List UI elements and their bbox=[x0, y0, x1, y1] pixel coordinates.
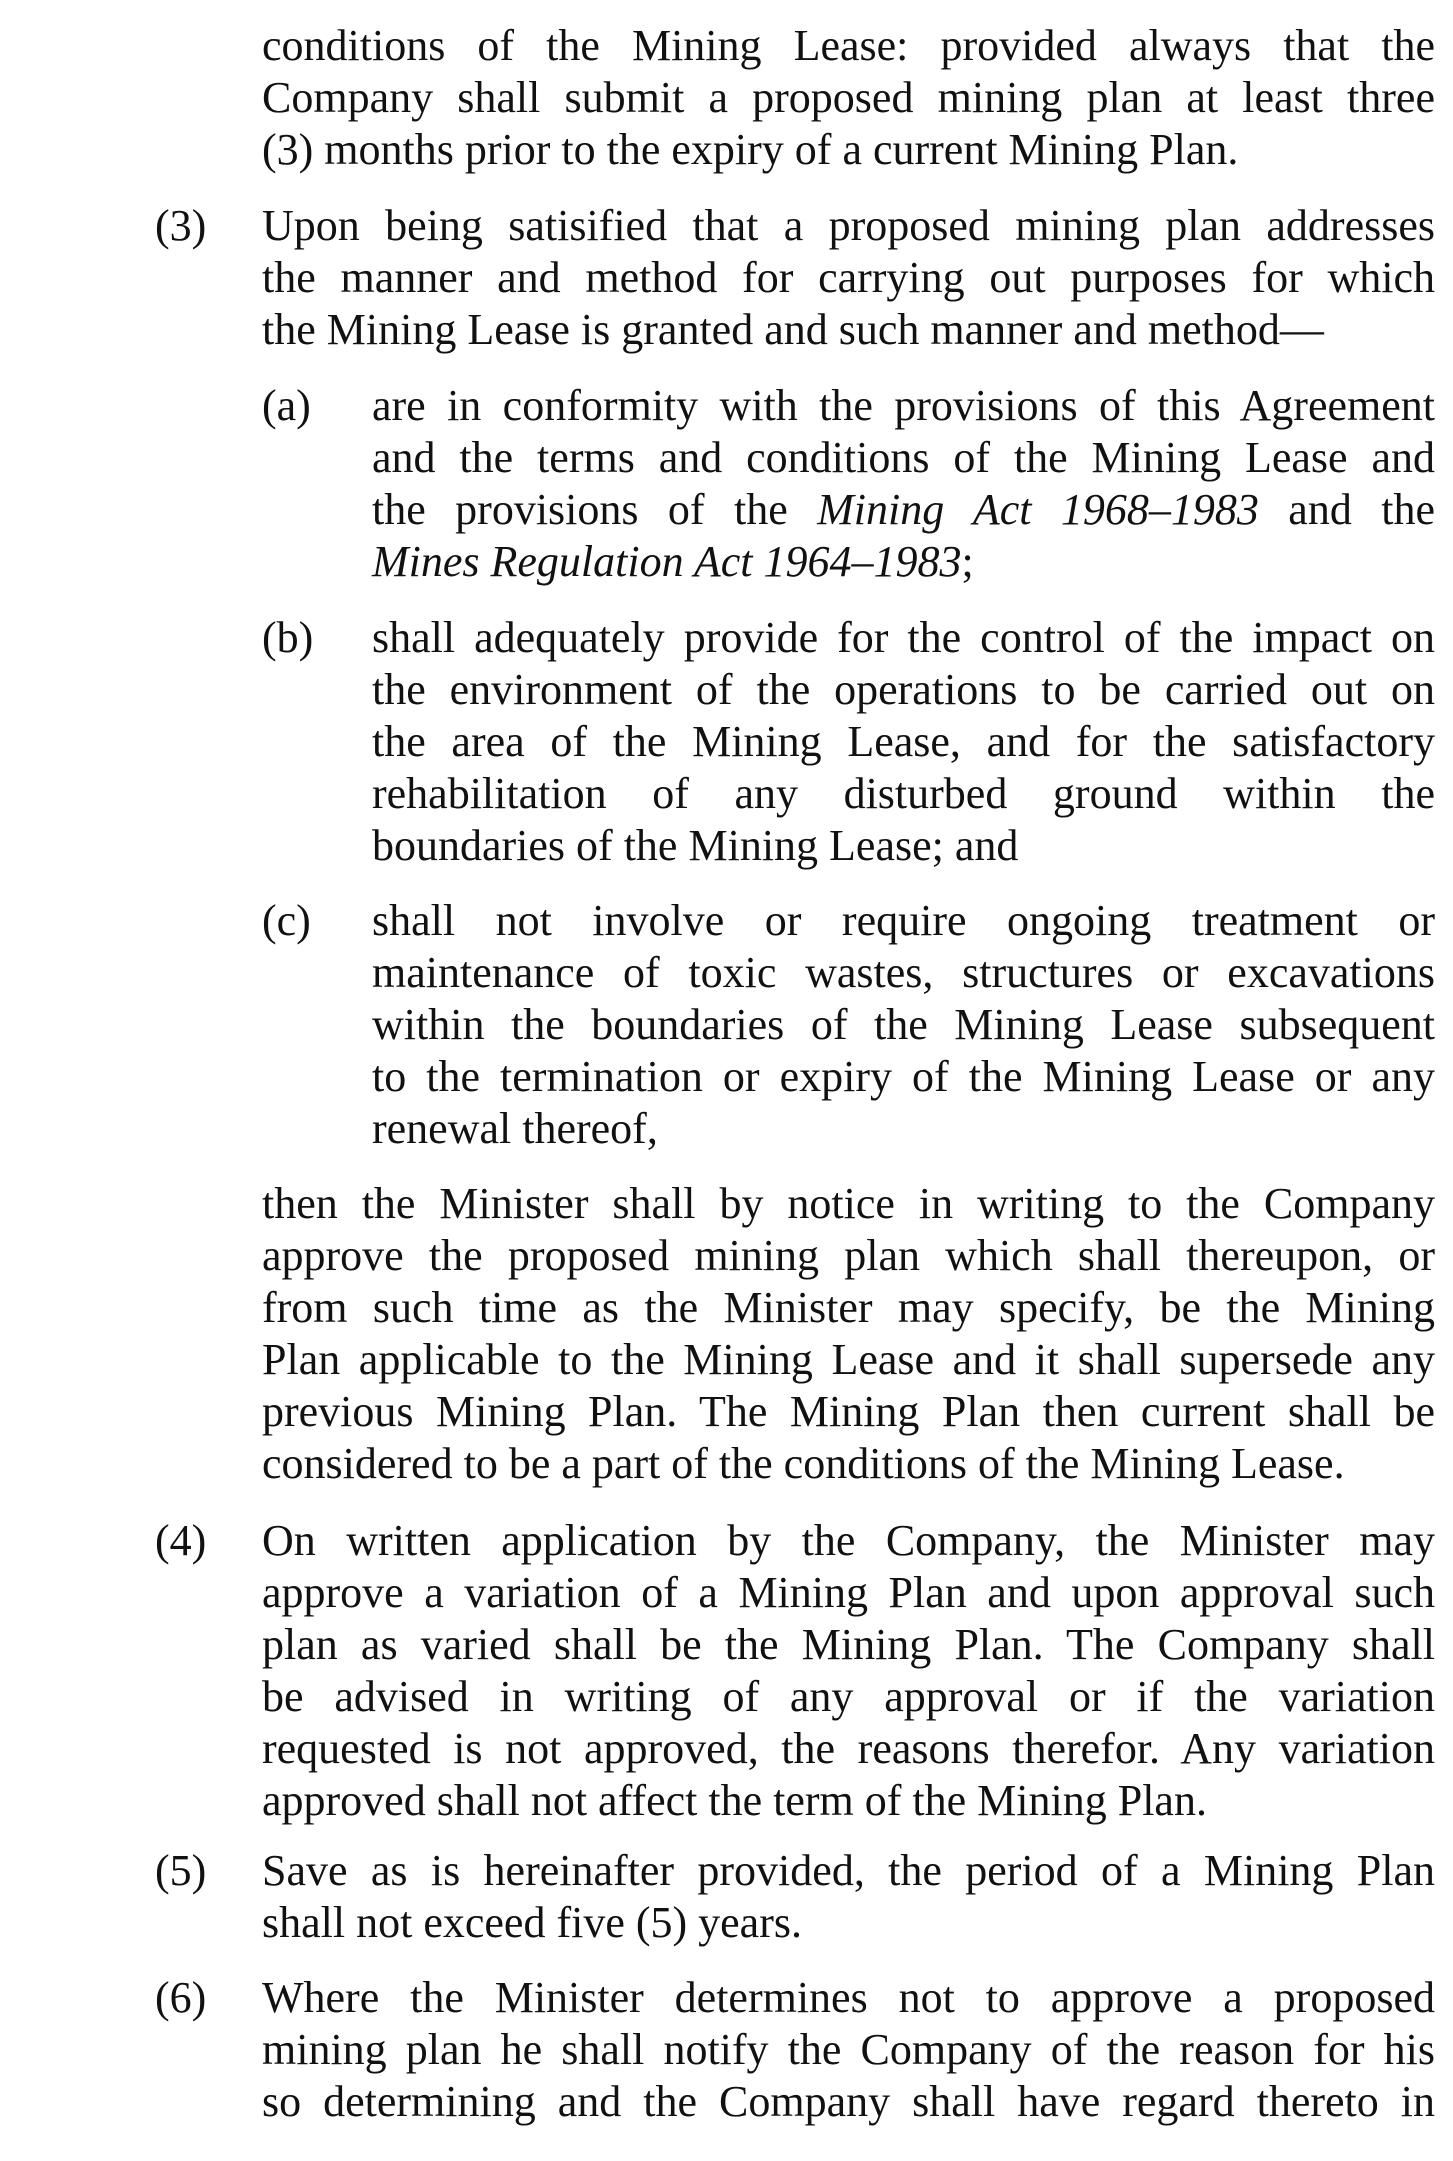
clause-5-number: (5) bbox=[155, 1846, 207, 1895]
text-line: shall adequately provide for the control of the impact on bbox=[372, 613, 1435, 662]
subclause-b-paragraph bbox=[372, 612, 1435, 872]
text-line: to the termination or expiry of the Mining Lease or any bbox=[372, 1052, 1435, 1101]
text-line: the area of the Mining Lease, and for the satisfactory bbox=[372, 717, 1435, 766]
text-fragment: and the bbox=[1288, 485, 1435, 534]
text-line: Plan applicable to the Mining Lease and it shall supersede any bbox=[262, 1335, 1435, 1384]
clause-3-paragraph bbox=[262, 200, 1435, 356]
text-line: Company shall submit a proposed mining plan at least three bbox=[262, 73, 1435, 122]
subclause-a-label: (a) bbox=[262, 381, 311, 430]
text-line: the environment of the operations to be carried out on bbox=[372, 665, 1435, 714]
text-line bbox=[372, 536, 1435, 588]
text-line: approve a variation of a Mining Plan and upon approval such bbox=[262, 1568, 1435, 1617]
text-line: rehabilitation of any disturbed ground within the bbox=[372, 769, 1435, 818]
text-line: Where the Minister determines not to approve a proposed bbox=[262, 1973, 1435, 2022]
clause-4-number: (4) bbox=[155, 1516, 207, 1565]
act-title-mines-regulation-act: Mines Regulation Act 1964–1983 bbox=[372, 537, 962, 586]
text-line: and the terms and conditions of the Mining Lease and bbox=[372, 433, 1435, 482]
text-line: maintenance of toxic wastes, structures or excavations bbox=[372, 948, 1435, 997]
text-line: approved shall not affect the term of the Mining Plan. bbox=[262, 1776, 1207, 1825]
text-line: Save as is hereinafter provided, the period of a Mining Plan bbox=[262, 1846, 1435, 1895]
text-line: shall not exceed five (5) years. bbox=[262, 1898, 802, 1947]
text-line: are in conformity with the provisions of this Agreement bbox=[372, 381, 1435, 430]
clause-3-number: (3) bbox=[155, 201, 207, 250]
text-line bbox=[372, 484, 1435, 536]
text-line: approve the proposed mining plan which shall thereupon, or bbox=[262, 1231, 1435, 1280]
text-line: Upon being satisified that a proposed mining plan addresses bbox=[262, 201, 1435, 250]
text-line: from such time as the Minister may specify, be the Mining bbox=[262, 1283, 1435, 1332]
text-line: mining plan he shall notify the Company of the reason for his bbox=[262, 2025, 1435, 2074]
text-line: On written application by the Company, the Minister may bbox=[262, 1516, 1435, 1565]
clause-5-paragraph bbox=[262, 1845, 1435, 1949]
text-fragment: ; bbox=[961, 537, 974, 586]
subclause-c-paragraph bbox=[372, 895, 1435, 1155]
clause-6-number: (6) bbox=[155, 1973, 207, 2022]
text-line: so determining and the Company shall have regard thereto in bbox=[262, 2077, 1435, 2126]
clause-6-paragraph bbox=[262, 1972, 1435, 2128]
text-line: within the boundaries of the Mining Lease subsequent bbox=[372, 1000, 1435, 1049]
text-line: (3) months prior to the expiry of a current Mining Plan. bbox=[262, 125, 1239, 174]
subclause-c-label: (c) bbox=[262, 896, 311, 945]
text-line: be advised in writing of any approval or if the variation bbox=[262, 1672, 1435, 1721]
text-line: then the Minister shall by notice in writing to the Company bbox=[262, 1179, 1435, 1228]
text-line: boundaries of the Mining Lease; and bbox=[372, 821, 1019, 870]
text-line: renewal thereof, bbox=[372, 1104, 658, 1153]
text-line: conditions of the Mining Lease: provided always that the bbox=[262, 21, 1435, 70]
subclause-a-paragraph bbox=[372, 380, 1435, 588]
clause-4-paragraph bbox=[262, 1515, 1435, 1827]
text-line: previous Mining Plan. The Mining Plan then current shall be bbox=[262, 1387, 1435, 1436]
text-line: the manner and method for carrying out purposes for which bbox=[262, 253, 1435, 302]
clause-3-conclusion bbox=[262, 1178, 1435, 1490]
text-fragment: the provisions of the bbox=[372, 485, 788, 534]
text-line: considered to be a part of the conditions of the Mining Lease. bbox=[262, 1439, 1345, 1488]
act-title-mining-act: Mining Act 1968–1983 bbox=[817, 485, 1259, 534]
text-line: the Mining Lease is granted and such manner and method— bbox=[262, 305, 1324, 354]
text-line: requested is not approved, the reasons therefor. Any variation bbox=[262, 1724, 1435, 1773]
intro-paragraph bbox=[262, 20, 1435, 176]
subclause-b-label: (b) bbox=[262, 613, 314, 662]
text-line: shall not involve or require ongoing treatment or bbox=[372, 896, 1435, 945]
text-line: plan as varied shall be the Mining Plan. The Company shall bbox=[262, 1620, 1435, 1669]
